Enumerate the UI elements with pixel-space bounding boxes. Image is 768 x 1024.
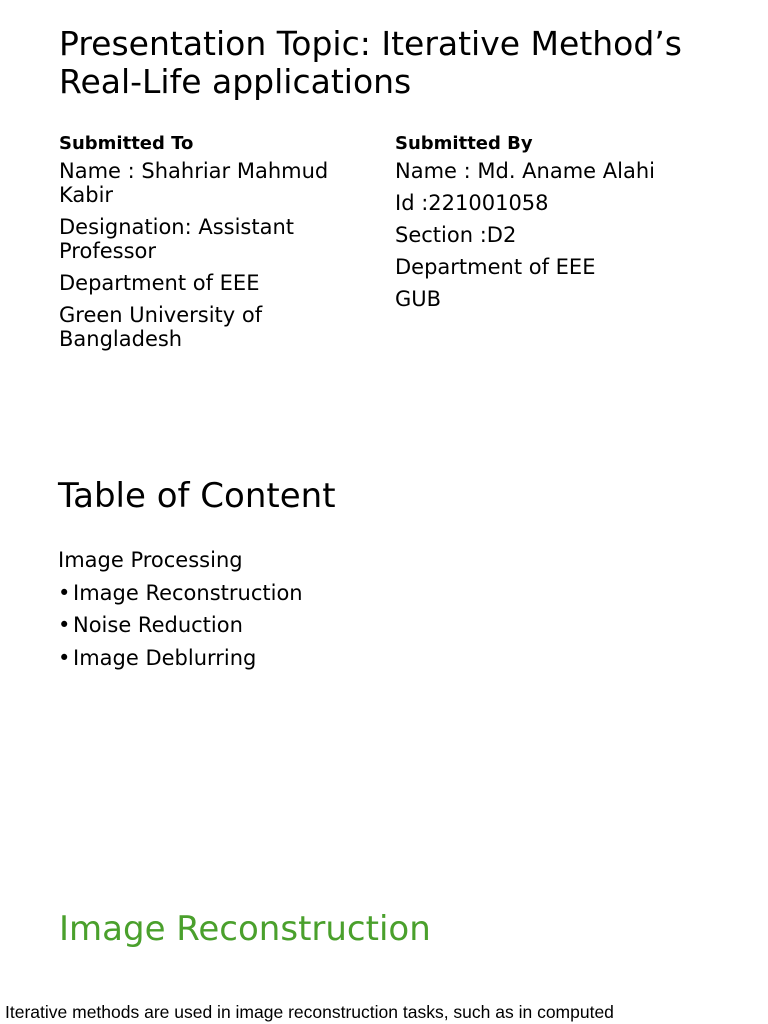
toc-heading: Table of Content — [58, 476, 336, 516]
toc-item-image-processing — [58, 548, 303, 572]
section-heading: Image Reconstruction — [59, 909, 431, 949]
submitted-to-block — [59, 133, 369, 359]
toc-item-label: Image Reconstruction — [73, 580, 303, 605]
toc-list — [58, 548, 303, 678]
submitted-to-university: Green University of Bangladesh — [59, 303, 263, 351]
submitted-to-heading: Submitted To — [59, 133, 194, 154]
bullet-icon: • — [58, 645, 71, 670]
submitted-to-name: Name : Shahriar Mahmud Kabir — [59, 159, 329, 207]
toc-item-label: Image Processing — [58, 548, 243, 572]
submitted-by-section: Section :D2 — [395, 223, 517, 247]
section-body-text: Iterative methods are used in image reconstruction tasks, such as in computed — [5, 1002, 614, 1022]
submitted-to-department: Department of EEE — [59, 271, 260, 295]
submitted-by-university: GUB — [395, 287, 442, 311]
submitted-by-block — [395, 133, 735, 319]
toc-item-image-reconstruction — [58, 581, 303, 605]
submitted-by-heading: Submitted By — [395, 133, 533, 154]
submitted-by-name: Name : Md. Aname Alahi — [395, 159, 655, 183]
bullet-icon: • — [58, 580, 71, 605]
toc-item-image-deblurring — [58, 646, 303, 670]
toc-item-label: Image Deblurring — [73, 645, 257, 670]
bullet-icon: • — [58, 613, 71, 637]
submitted-by-department: Department of EEE — [395, 255, 596, 279]
submitted-by-id: Id :221001058 — [395, 191, 549, 215]
page-title: Presentation Topic: Iterative Method’s Real-Life applications — [59, 24, 682, 101]
submitted-to-designation: Designation: Assistant Professor — [59, 215, 295, 263]
toc-item-label: Noise Reduction — [73, 613, 243, 637]
toc-item-noise-reduction — [58, 613, 303, 637]
